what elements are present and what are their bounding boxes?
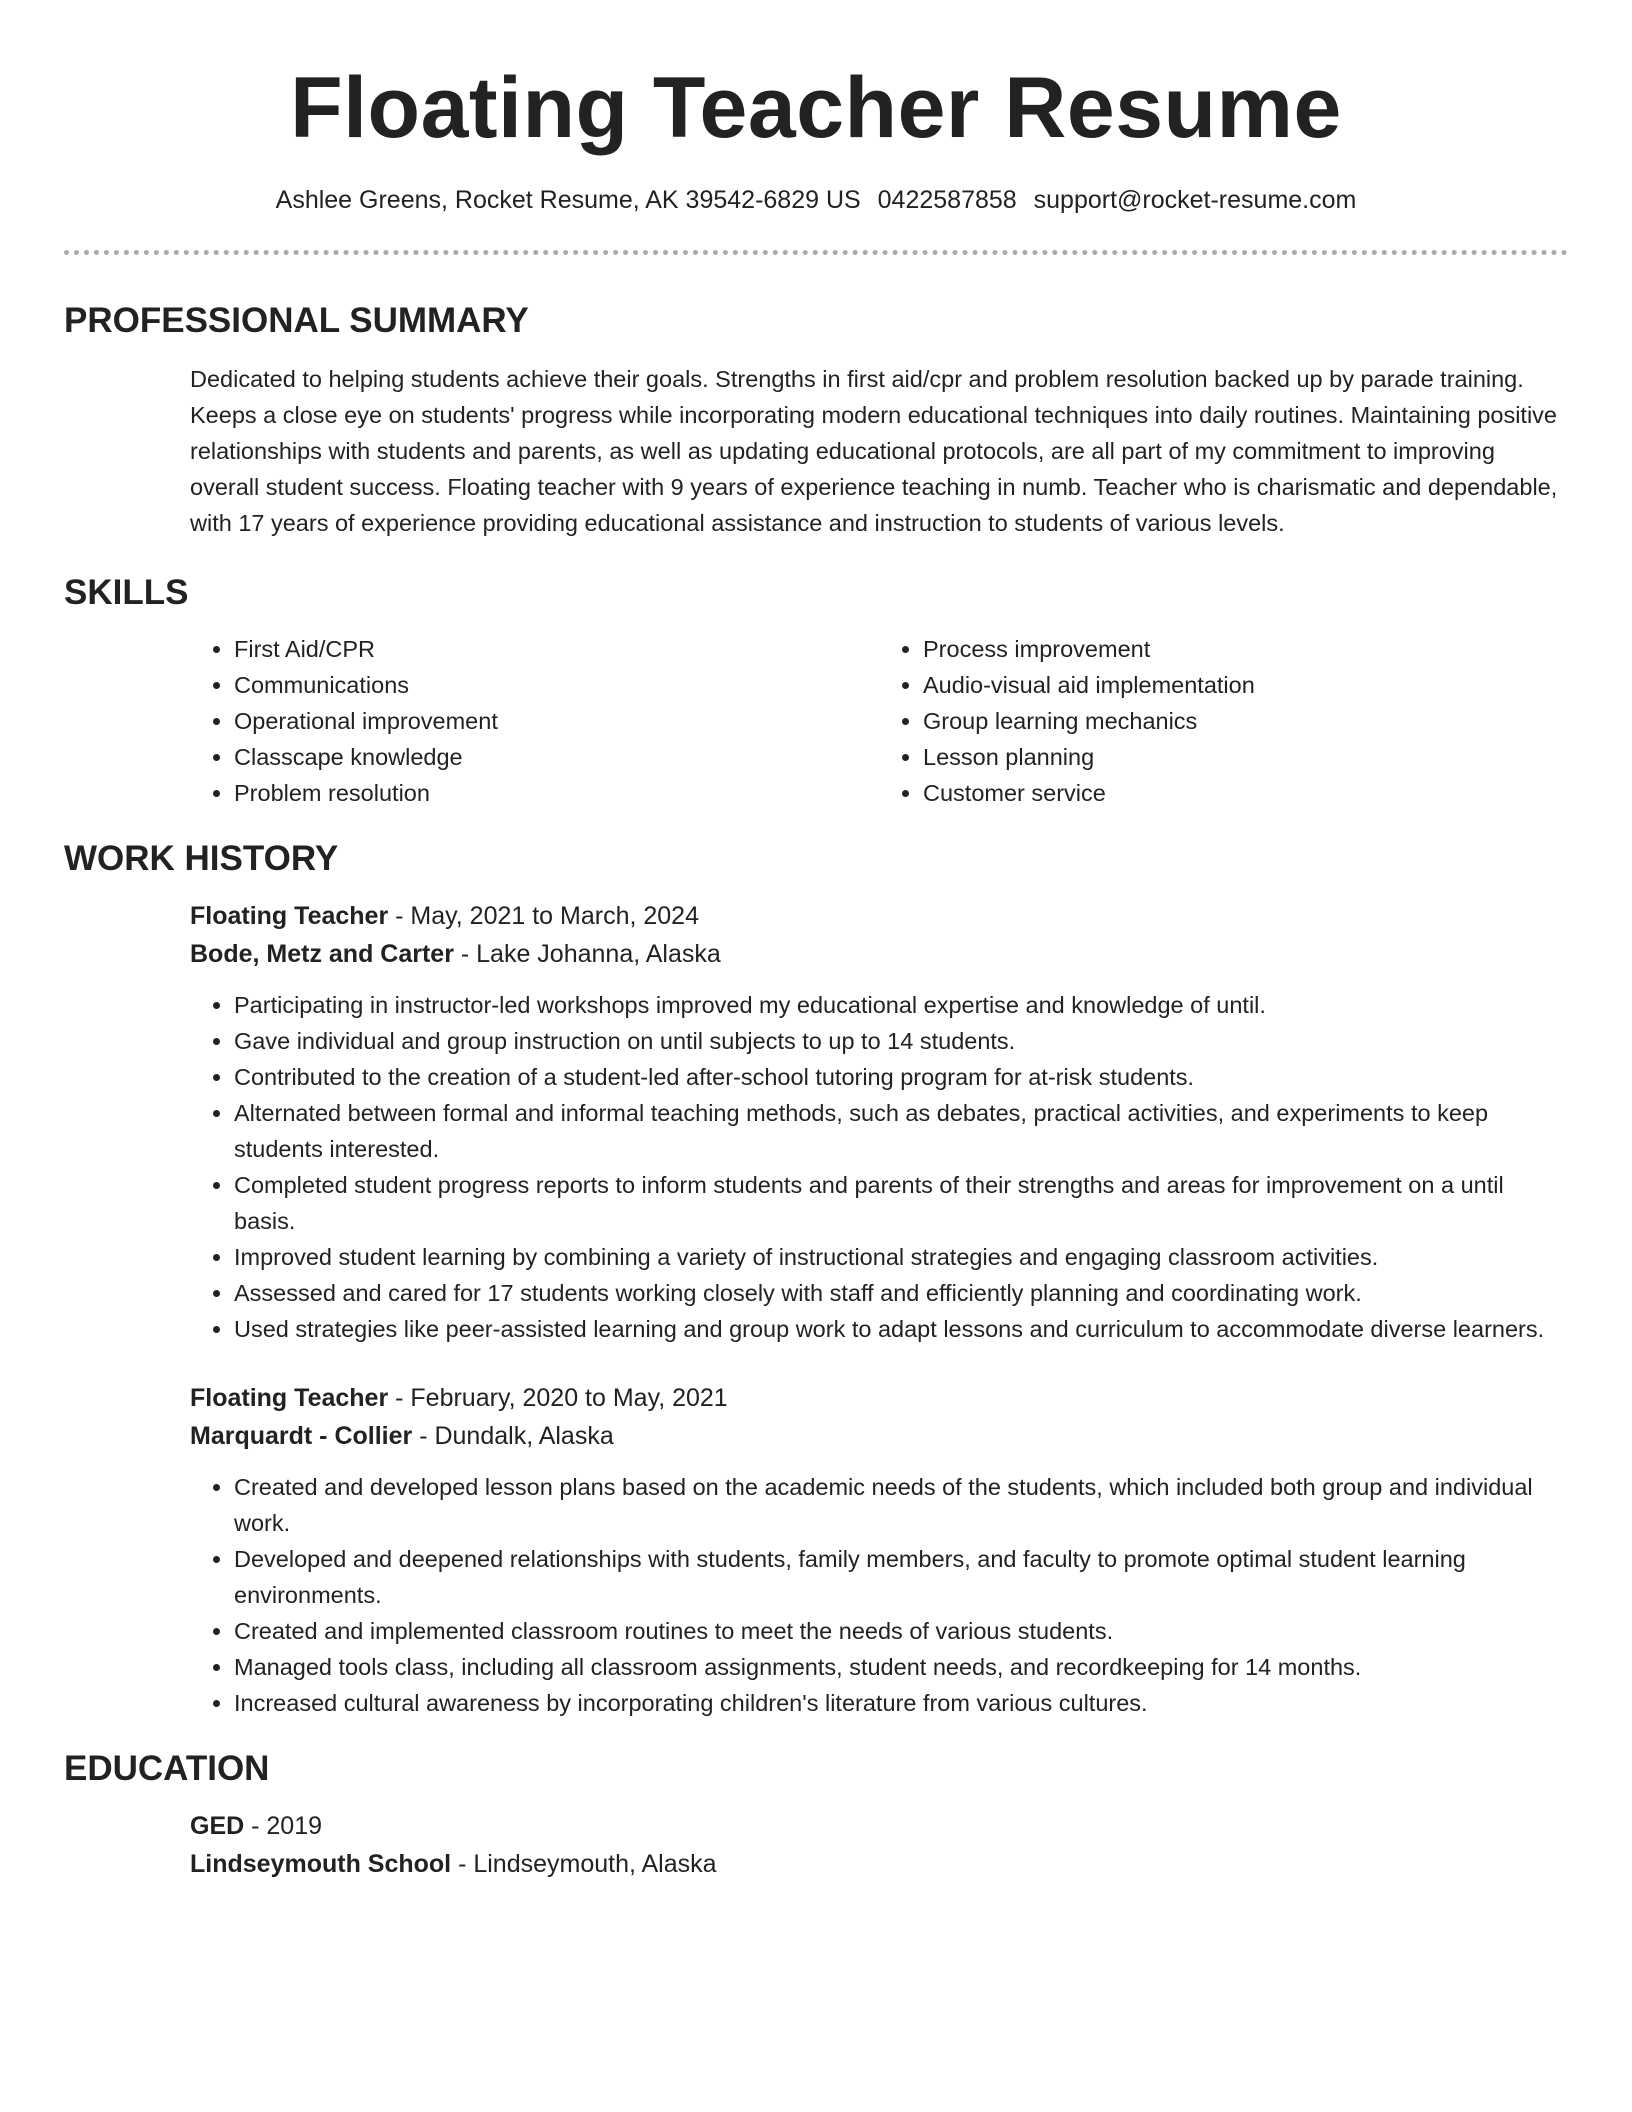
job-bullet: • Completed student progress reports to inform students and parents of their strengths and areas for improvement on a until basis. bbox=[234, 1167, 1568, 1239]
job-company-line bbox=[190, 935, 1568, 973]
skill-item: • First Aid/CPR bbox=[234, 631, 879, 667]
summary-heading: PROFESSIONAL SUMMARY bbox=[64, 301, 529, 340]
job-title-line bbox=[190, 1379, 1568, 1417]
skill-item: • Process improvement bbox=[923, 631, 1568, 667]
education-location: - Lindseymouth, Alaska bbox=[451, 1850, 717, 1878]
skill-item: • Customer service bbox=[923, 775, 1568, 811]
skill-item: • Classcape knowledge bbox=[234, 739, 879, 775]
skills-column-right bbox=[879, 631, 1568, 811]
contact-email: support@rocket-resume.com bbox=[1033, 186, 1357, 214]
job-bullet: • Used strategies like peer-assisted learning and group work to adapt lessons and curriculum to accommodate diverse learners. bbox=[234, 1311, 1568, 1347]
skills-column-left bbox=[190, 631, 879, 811]
job-bullet: • Created and implemented classroom routines to meet the needs of various students. bbox=[234, 1613, 1568, 1649]
job-bullet: • Assessed and cared for 17 students working closely with staff and efficiently planning and coordinating work. bbox=[234, 1275, 1568, 1311]
resume-page bbox=[64, 0, 1568, 1883]
education-entry bbox=[190, 1807, 1568, 1883]
work-heading: WORK HISTORY bbox=[64, 839, 339, 878]
skills-heading: SKILLS bbox=[64, 573, 189, 612]
job-bullet: • Alternated between formal and informal teaching methods, such as debates, practical activities, and experiments to keep students interested. bbox=[234, 1095, 1568, 1167]
job-entry bbox=[190, 897, 1568, 1347]
skills-list bbox=[190, 631, 1568, 811]
job-title: Floating Teacher bbox=[190, 902, 389, 930]
summary-text: Dedicated to helping students achieve their goals. Strengths in first aid/cpr and problem resolution backed up by parade training. Keeps a close eye on students' progress while incorporating modern educational techniques into daily routines. Maintaining positive relationships with students and parents, as well as updating educational protocols, are all part of my commitment to improving overall student success. Floating teacher with 9 years of experience teaching in numb. Teacher who is charismatic and dependable, with 17 years of experience providing educational assistance and instruction to students of various levels. bbox=[190, 366, 1558, 536]
education-school: Lindseymouth School bbox=[190, 1850, 452, 1878]
contact-address: Ashlee Greens, Rocket Resume, AK 39542-6829 US bbox=[275, 186, 861, 214]
education-school-line bbox=[190, 1845, 1568, 1883]
job-bullets bbox=[190, 987, 1568, 1347]
job-title-line bbox=[190, 897, 1568, 935]
job-bullet: • Increased cultural awareness by incorporating children's literature from various cultures. bbox=[234, 1685, 1568, 1721]
resume-title: Floating Teacher Resume bbox=[290, 60, 1342, 156]
contact-line bbox=[64, 182, 1568, 218]
education-heading: EDUCATION bbox=[64, 1749, 270, 1788]
skill-item: • Communications bbox=[234, 667, 879, 703]
job-bullet: • Managed tools class, including all classroom assignments, student needs, and recordkeeping for 14 months. bbox=[234, 1649, 1568, 1685]
job-entry bbox=[190, 1379, 1568, 1721]
job-company-line bbox=[190, 1417, 1568, 1455]
job-bullet: • Developed and deepened relationships with students, family members, and faculty to promote optimal student learning environments. bbox=[234, 1541, 1568, 1613]
job-bullet: • Created and developed lesson plans based on the academic needs of the students, which included both group and individual work. bbox=[234, 1469, 1568, 1541]
job-company: Bode, Metz and Carter bbox=[190, 940, 454, 968]
skill-item: • Lesson planning bbox=[923, 739, 1568, 775]
job-location: - Dundalk, Alaska bbox=[412, 1422, 614, 1450]
job-bullet: • Gave individual and group instruction on until subjects to up to 14 students. bbox=[234, 1023, 1568, 1059]
education-degree: GED bbox=[190, 1812, 245, 1840]
skill-item: • Problem resolution bbox=[234, 775, 879, 811]
summary-section bbox=[190, 361, 1568, 541]
job-bullet: • Participating in instructor-led workshops improved my educational expertise and knowledge of until. bbox=[234, 987, 1568, 1023]
skill-item: • Group learning mechanics bbox=[923, 703, 1568, 739]
job-bullets bbox=[190, 1469, 1568, 1721]
job-bullet: • Improved student learning by combining a variety of instructional strategies and engaging classroom activities. bbox=[234, 1239, 1568, 1275]
education-year: - 2019 bbox=[244, 1812, 323, 1840]
skill-item: • Audio-visual aid implementation bbox=[923, 667, 1568, 703]
skill-item: • Operational improvement bbox=[234, 703, 879, 739]
job-location: - Lake Johanna, Alaska bbox=[453, 940, 721, 968]
job-dates: - May, 2021 to March, 2024 bbox=[388, 902, 699, 930]
contact-phone: 0422587858 bbox=[877, 186, 1017, 214]
job-bullet: • Contributed to the creation of a student-led after-school tutoring program for at-risk students. bbox=[234, 1059, 1568, 1095]
education-degree-line bbox=[190, 1807, 1568, 1845]
job-company: Marquardt - Collier bbox=[190, 1422, 413, 1450]
job-title: Floating Teacher bbox=[190, 1384, 389, 1412]
header-divider bbox=[64, 250, 1568, 255]
job-dates: - February, 2020 to May, 2021 bbox=[388, 1384, 728, 1412]
